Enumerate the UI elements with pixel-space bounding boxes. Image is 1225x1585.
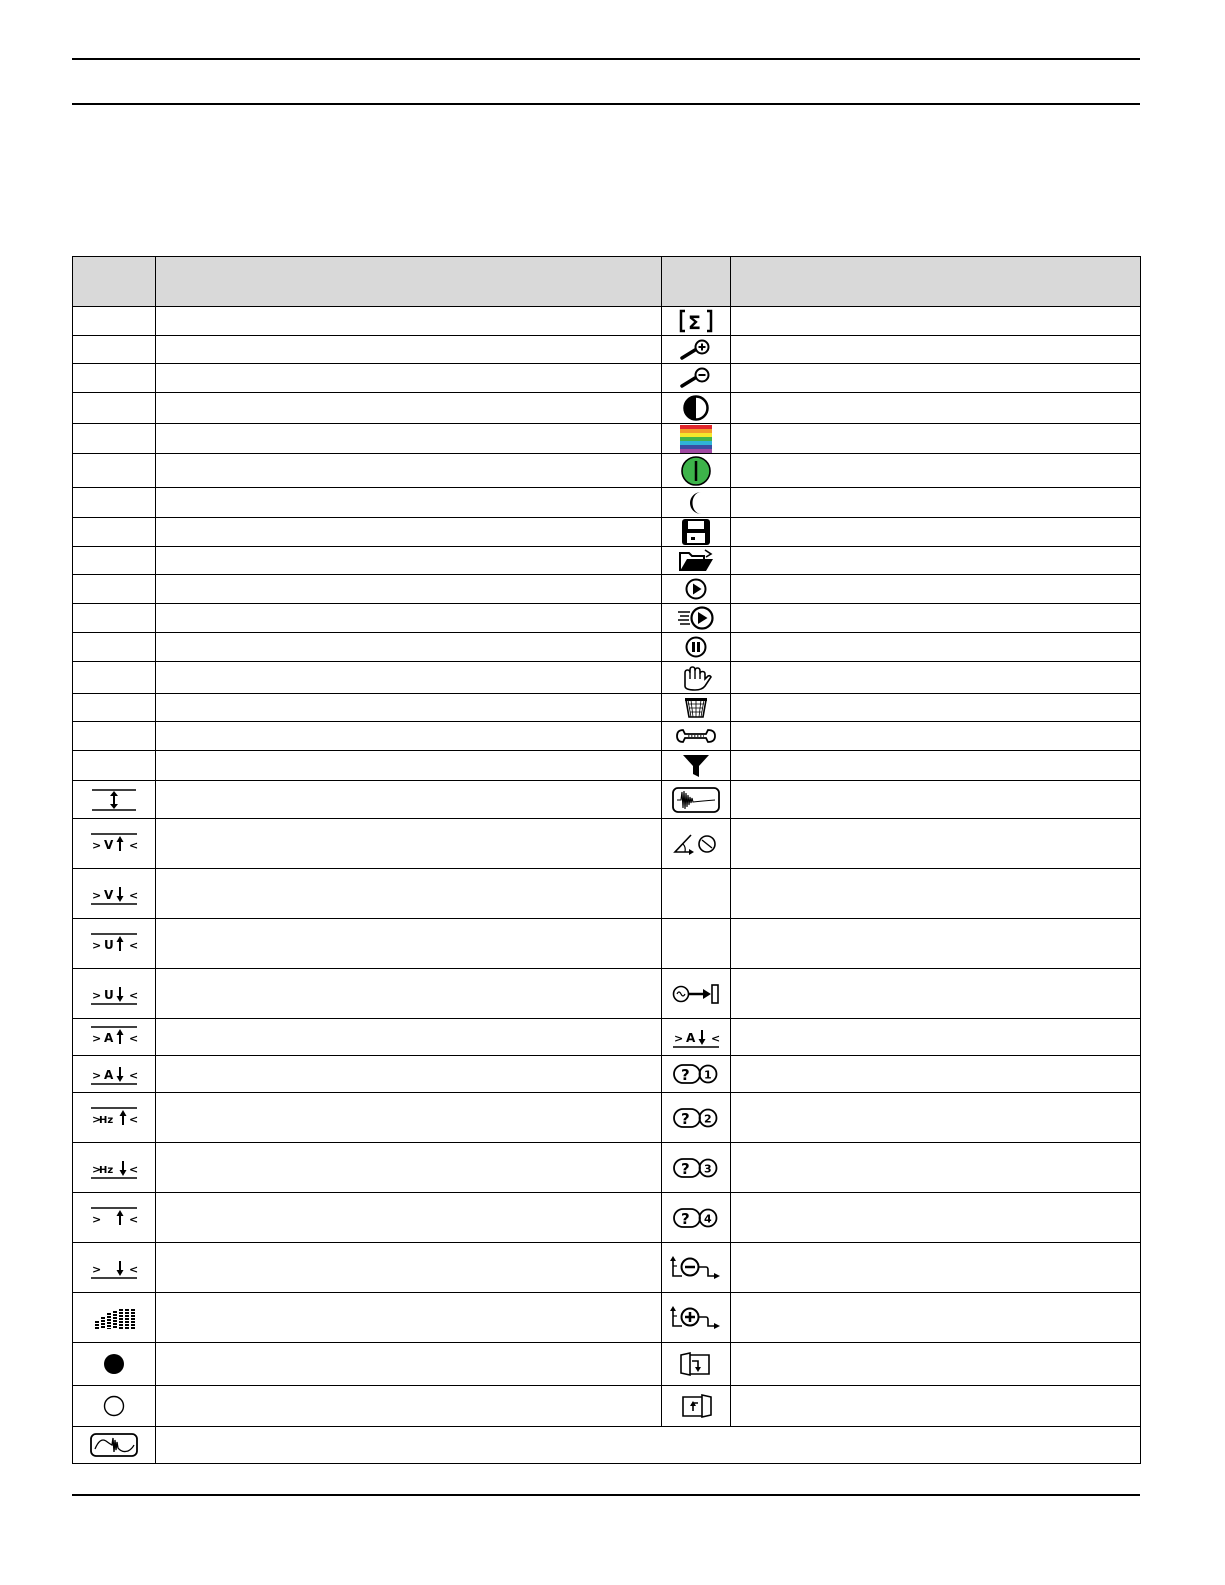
svg-text:A: A: [686, 1031, 696, 1045]
description-cell-left: [156, 547, 662, 575]
symbol-cell-left: [73, 1243, 156, 1293]
u-down-icon: [90, 982, 138, 1006]
zoom-in-axis-icon: [670, 1304, 722, 1332]
filter-funnel-icon: [682, 753, 710, 779]
description-cell-right: [731, 1143, 1141, 1193]
waveform-transient-icon: [672, 787, 720, 813]
symbol-cell-left: [73, 1193, 156, 1243]
current-down-icon: [672, 1025, 720, 1049]
svg-text:>: >: [92, 838, 102, 852]
symbol-cell-right: [662, 393, 731, 424]
svg-text:<: <: [129, 1262, 138, 1276]
range-arrow-icon: [90, 788, 138, 812]
svg-text:U: U: [104, 987, 114, 1002]
svg-text:<: <: [129, 838, 138, 852]
symbol-cell-right: [662, 1343, 731, 1386]
symbol-cell-left: [73, 869, 156, 919]
symbol-cell-right: [662, 662, 731, 694]
table-row: [73, 307, 1141, 336]
description-cell-left: [156, 694, 662, 722]
description-cell-left: [156, 488, 662, 518]
svg-text:3: 3: [704, 1162, 712, 1175]
symbol-cell-right: [662, 694, 731, 722]
table-row: [73, 454, 1141, 488]
symbol-cell-left: [73, 307, 156, 336]
table-row: [73, 819, 1141, 869]
symbol-cell-left: [73, 722, 156, 751]
symbol-cell-left: [73, 336, 156, 364]
help-2-icon: [673, 1107, 719, 1129]
description-cell-right: [731, 722, 1141, 751]
svg-text:>: >: [92, 1262, 102, 1276]
symbol-cell-left: [73, 1056, 156, 1093]
table-row: [73, 1193, 1141, 1243]
header-rule: [72, 103, 1140, 105]
symbol-cell-right: [662, 1293, 731, 1343]
svg-text:<: <: [129, 1069, 138, 1082]
description-cell-left: [156, 633, 662, 662]
description-cell-left: [156, 722, 662, 751]
svg-text:>: >: [92, 1212, 102, 1226]
svg-text:?: ?: [681, 1209, 690, 1228]
description-cell-right: [731, 454, 1141, 488]
help-3-icon: [673, 1157, 719, 1179]
description-cell-right: [731, 969, 1141, 1019]
svg-text:2: 2: [704, 1112, 712, 1125]
description-cell-right: [731, 662, 1141, 694]
svg-text:1: 1: [704, 1068, 712, 1082]
symbol-cell-right: [662, 1143, 731, 1193]
symbol-cell-right: [662, 751, 731, 781]
svg-text:>: >: [92, 1032, 102, 1045]
description-cell-right: [731, 307, 1141, 336]
svg-text:>: >: [92, 1069, 102, 1082]
description-cell-right: [731, 1293, 1141, 1343]
frequency-up-icon: [90, 1106, 138, 1130]
page-import-icon: [678, 1393, 714, 1419]
table-body: [73, 307, 1141, 1464]
filled-dot-icon: [102, 1352, 126, 1376]
svg-text:>: >: [92, 1162, 102, 1176]
description-cell-left: [156, 819, 662, 869]
table-row: [73, 781, 1141, 819]
table-row: [73, 1293, 1141, 1343]
icon-table: [72, 256, 1141, 1464]
symbol-cell-right: [662, 1019, 731, 1056]
symbol-cell-left: [73, 1293, 156, 1343]
hold-hand-icon: [679, 664, 713, 692]
description-cell-left: [156, 781, 662, 819]
zoom-out-icon: [679, 367, 713, 389]
table-row: [73, 1386, 1141, 1427]
table-row: [73, 1343, 1141, 1386]
table-row: [73, 364, 1141, 393]
symbol-cell-right: [662, 1243, 731, 1293]
description-cell-left: [156, 869, 662, 919]
pause-icon: [684, 635, 708, 659]
svg-text:A: A: [104, 1031, 114, 1045]
svg-text:>: >: [674, 1032, 684, 1045]
symbol-cell-left: [73, 547, 156, 575]
svg-text:4: 4: [704, 1212, 712, 1225]
symbol-cell-left: [73, 1427, 156, 1464]
symbol-cell-left: [73, 1343, 156, 1386]
footer-rule: [72, 1494, 1140, 1496]
source-load-icon: [671, 981, 721, 1007]
description-cell-right: [731, 1386, 1141, 1427]
svg-text:<: <: [129, 988, 138, 1002]
symbol-cell-right: [662, 1386, 731, 1427]
bar-level-icon: [91, 1307, 137, 1329]
description-cell-right: [731, 694, 1141, 722]
symbol-cell-left: [73, 454, 156, 488]
svg-text:Σ: Σ: [688, 312, 701, 333]
description-cell-left: [156, 575, 662, 604]
waveform-display-icon: [90, 1433, 138, 1457]
description-cell-right: [731, 819, 1141, 869]
description-cell-right: [731, 781, 1141, 819]
symbol-cell-right: [662, 969, 731, 1019]
symbol-cell-right: [662, 307, 731, 336]
svg-text:<: <: [129, 1112, 138, 1126]
symbol-cell-left: [73, 424, 156, 454]
play-icon: [684, 577, 708, 601]
svg-text:A: A: [104, 1068, 114, 1082]
color-spectrum-icon: [679, 425, 713, 453]
description-cell-left: [156, 307, 662, 336]
svg-text:U: U: [104, 937, 114, 952]
voltage-up-icon: [90, 832, 138, 856]
symbol-cell-left: [73, 819, 156, 869]
description-cell-right: [731, 869, 1141, 919]
symbol-cell-left: [73, 393, 156, 424]
svg-text:<: <: [129, 1032, 138, 1045]
description-cell-right: [731, 547, 1141, 575]
svg-text:<: <: [129, 888, 138, 902]
symbol-cell-right: [662, 722, 731, 751]
table-row: [73, 751, 1141, 781]
power-on-icon: [680, 455, 712, 487]
svg-text:>: >: [92, 1112, 102, 1126]
symbol-cell-right: [662, 919, 731, 969]
table-row: [73, 393, 1141, 424]
voltage-down-icon: [90, 882, 138, 906]
symbol-cell-right: [662, 633, 731, 662]
description-cell-left: [156, 1293, 662, 1343]
description-cell-right: [731, 604, 1141, 633]
zoom-in-icon: [679, 339, 713, 361]
symbol-cell-left: [73, 633, 156, 662]
phase-angle-icon: [671, 831, 721, 857]
table-row: [73, 1243, 1141, 1293]
svg-text:>: >: [92, 888, 102, 902]
description-cell-left: [156, 1386, 662, 1427]
svg-text:>: >: [92, 988, 102, 1002]
table-row: [73, 722, 1141, 751]
description-cell-left: [156, 969, 662, 1019]
symbol-cell-left: [73, 969, 156, 1019]
description-cell-left: [156, 336, 662, 364]
current-up-icon: [90, 1025, 138, 1049]
symbol-cell-right: [662, 1193, 731, 1243]
u-up-icon: [90, 932, 138, 956]
symbol-cell-right: [662, 336, 731, 364]
current-down-icon: [90, 1062, 138, 1086]
svg-text:>: >: [92, 938, 102, 952]
description-cell-left: [156, 454, 662, 488]
symbol-cell-left: [73, 518, 156, 547]
description-cell-left: [156, 364, 662, 393]
table-header-row: [73, 257, 1141, 307]
table-row: [73, 919, 1141, 969]
description-cell-wide: [156, 1427, 1141, 1464]
table-row: [73, 1019, 1141, 1056]
symbol-cell-left: [73, 751, 156, 781]
symbol-cell-left: [73, 781, 156, 819]
page-export-icon: [678, 1351, 714, 1377]
description-cell-right: [731, 364, 1141, 393]
symbol-cell-right: [662, 781, 731, 819]
table-row: [73, 1143, 1141, 1193]
level-up-icon: [90, 1206, 138, 1230]
wrench-icon: [673, 725, 719, 747]
description-cell-left: [156, 751, 662, 781]
symbol-cell-right: [662, 424, 731, 454]
table-row: [73, 604, 1141, 633]
header-cell-symbol-left: [73, 257, 156, 307]
symbol-cell-left: [73, 919, 156, 969]
svg-text:V: V: [104, 837, 114, 852]
level-down-icon: [90, 1256, 138, 1280]
symbol-cell-left: [73, 604, 156, 633]
description-cell-left: [156, 1143, 662, 1193]
description-cell-right: [731, 919, 1141, 969]
sigma-bracket-icon: [679, 309, 713, 333]
fast-play-icon: [676, 605, 716, 631]
symbol-cell-right: [662, 575, 731, 604]
description-cell-left: [156, 1243, 662, 1293]
description-cell-left: [156, 393, 662, 424]
symbol-cell-right: [662, 547, 731, 575]
table-row: [73, 662, 1141, 694]
symbol-cell-left: [73, 694, 156, 722]
svg-text:<: <: [129, 938, 138, 952]
frequency-down-icon: [90, 1156, 138, 1180]
description-cell-right: [731, 1243, 1141, 1293]
table-row: [73, 518, 1141, 547]
table-row: [73, 694, 1141, 722]
description-cell-right: [731, 1019, 1141, 1056]
symbol-cell-right: [662, 869, 731, 919]
symbol-cell-left: [73, 1143, 156, 1193]
description-cell-right: [731, 393, 1141, 424]
table-row: [73, 1427, 1141, 1464]
description-cell-right: [731, 751, 1141, 781]
description-cell-left: [156, 604, 662, 633]
symbol-cell-left: [73, 1386, 156, 1427]
symbol-cell-left: [73, 575, 156, 604]
description-cell-right: [731, 1193, 1141, 1243]
help-1-icon: [673, 1063, 719, 1085]
symbol-cell-right: [662, 518, 731, 547]
moon-icon: [684, 489, 708, 517]
table-row: [73, 547, 1141, 575]
table-row: [73, 633, 1141, 662]
svg-text:<: <: [711, 1032, 720, 1045]
symbol-cell-left: [73, 488, 156, 518]
table-row: [73, 424, 1141, 454]
help-4-icon: [673, 1207, 719, 1229]
header-cell-description-left: [156, 257, 662, 307]
description-cell-right: [731, 488, 1141, 518]
svg-text:?: ?: [681, 1159, 690, 1178]
symbol-cell-right: [662, 1056, 731, 1093]
symbol-cell-left: [73, 1093, 156, 1143]
symbol-cell-right: [662, 604, 731, 633]
svg-text:V: V: [104, 887, 114, 902]
trash-basket-icon: [683, 697, 709, 719]
description-cell-left: [156, 1019, 662, 1056]
description-cell-left: [156, 1056, 662, 1093]
header-cell-description-right: [731, 257, 1141, 307]
table-row: [73, 336, 1141, 364]
svg-text:?: ?: [681, 1109, 690, 1128]
description-cell-right: [731, 518, 1141, 547]
zoom-out-axis-icon: [670, 1254, 722, 1282]
description-cell-right: [731, 633, 1141, 662]
symbol-cell-left: [73, 662, 156, 694]
symbol-cell-left: [73, 1019, 156, 1056]
description-cell-left: [156, 424, 662, 454]
open-folder-icon: [678, 549, 714, 573]
description-cell-left: [156, 518, 662, 547]
description-cell-right: [731, 575, 1141, 604]
table-row: [73, 575, 1141, 604]
table-row: [73, 969, 1141, 1019]
description-cell-left: [156, 1093, 662, 1143]
description-cell-left: [156, 1193, 662, 1243]
table-row: [73, 1093, 1141, 1143]
svg-text:Hz: Hz: [99, 1164, 114, 1176]
description-cell-right: [731, 1056, 1141, 1093]
description-cell-left: [156, 919, 662, 969]
svg-text:<: <: [129, 1162, 138, 1176]
top-rule: [72, 58, 1140, 60]
symbol-cell-left: [73, 364, 156, 393]
header-cell-symbol-right: [662, 257, 731, 307]
table-row: [73, 869, 1141, 919]
description-cell-right: [731, 424, 1141, 454]
empty-dot-icon: [102, 1394, 126, 1418]
svg-text:Hz: Hz: [99, 1114, 114, 1126]
description-cell-right: [731, 1343, 1141, 1386]
svg-text:?: ?: [681, 1066, 690, 1084]
table-row: [73, 1056, 1141, 1093]
description-cell-right: [731, 336, 1141, 364]
svg-text:<: <: [129, 1212, 138, 1226]
save-disk-icon: [681, 518, 711, 546]
symbol-cell-right: [662, 1093, 731, 1143]
symbol-cell-right: [662, 488, 731, 518]
symbol-cell-right: [662, 454, 731, 488]
description-cell-right: [731, 1093, 1141, 1143]
description-cell-left: [156, 1343, 662, 1386]
symbol-cell-right: [662, 364, 731, 393]
table-row: [73, 488, 1141, 518]
description-cell-left: [156, 662, 662, 694]
contrast-icon: [682, 394, 710, 422]
symbol-cell-right: [662, 819, 731, 869]
